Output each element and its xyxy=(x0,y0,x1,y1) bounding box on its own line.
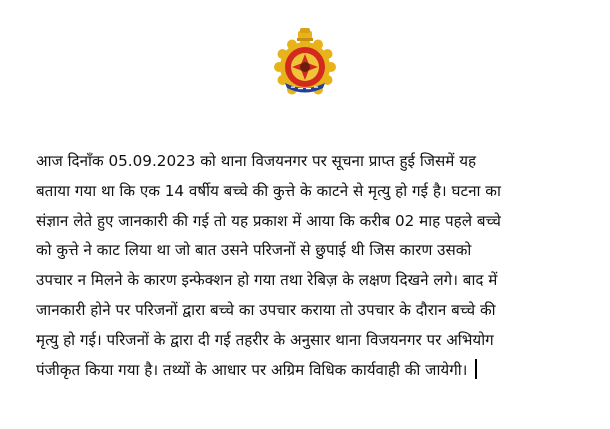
text-line: पंजीकृत किया गया है। तथ्यों के आधार पर अग्रिम विधिक कार्यवाही की जायेगी। xyxy=(36,360,468,379)
text-line: को कुत्ते ने काट लिया था जो बात उसने परिजनों से छुपाई थी जिस कारण उसको xyxy=(36,241,472,260)
text-cursor xyxy=(475,359,477,379)
text-line: आज दिनाँक 05.09.2023 को थाना विजयनगर पर सूचना प्राप्त हुई जिसमें यह xyxy=(36,152,477,170)
police-emblem-icon xyxy=(273,27,337,95)
text-line: संज्ञान लेते हुए जानकारी की गई तो यह प्रकाश में आया कि करीब 02 माह पहले बच्चे xyxy=(36,211,501,230)
text-line: मृत्यु हो गई। परिजनों के द्वारा दी गई तहरीर के अनुसार थाना विजयनगर पर अभियोग xyxy=(36,330,494,349)
text-line: बताया गया था कि एक 14 वर्षीय बच्चे की कुत्ते के काटने से मृत्यु हो गई है। घटना का xyxy=(36,181,501,200)
text-line-last xyxy=(36,356,584,386)
body-text xyxy=(36,147,584,385)
text-line: उपचार न मिलने के कारण इन्फेक्शन हो गया तथा रेबिज़ के लक्षण दिखने लगे। बाद में xyxy=(36,271,498,290)
text-line: जानकारी होने पर परिजनों द्वारा बच्चे का उपचार कराया तो उपचार के दौरान बच्चे की xyxy=(36,300,496,319)
